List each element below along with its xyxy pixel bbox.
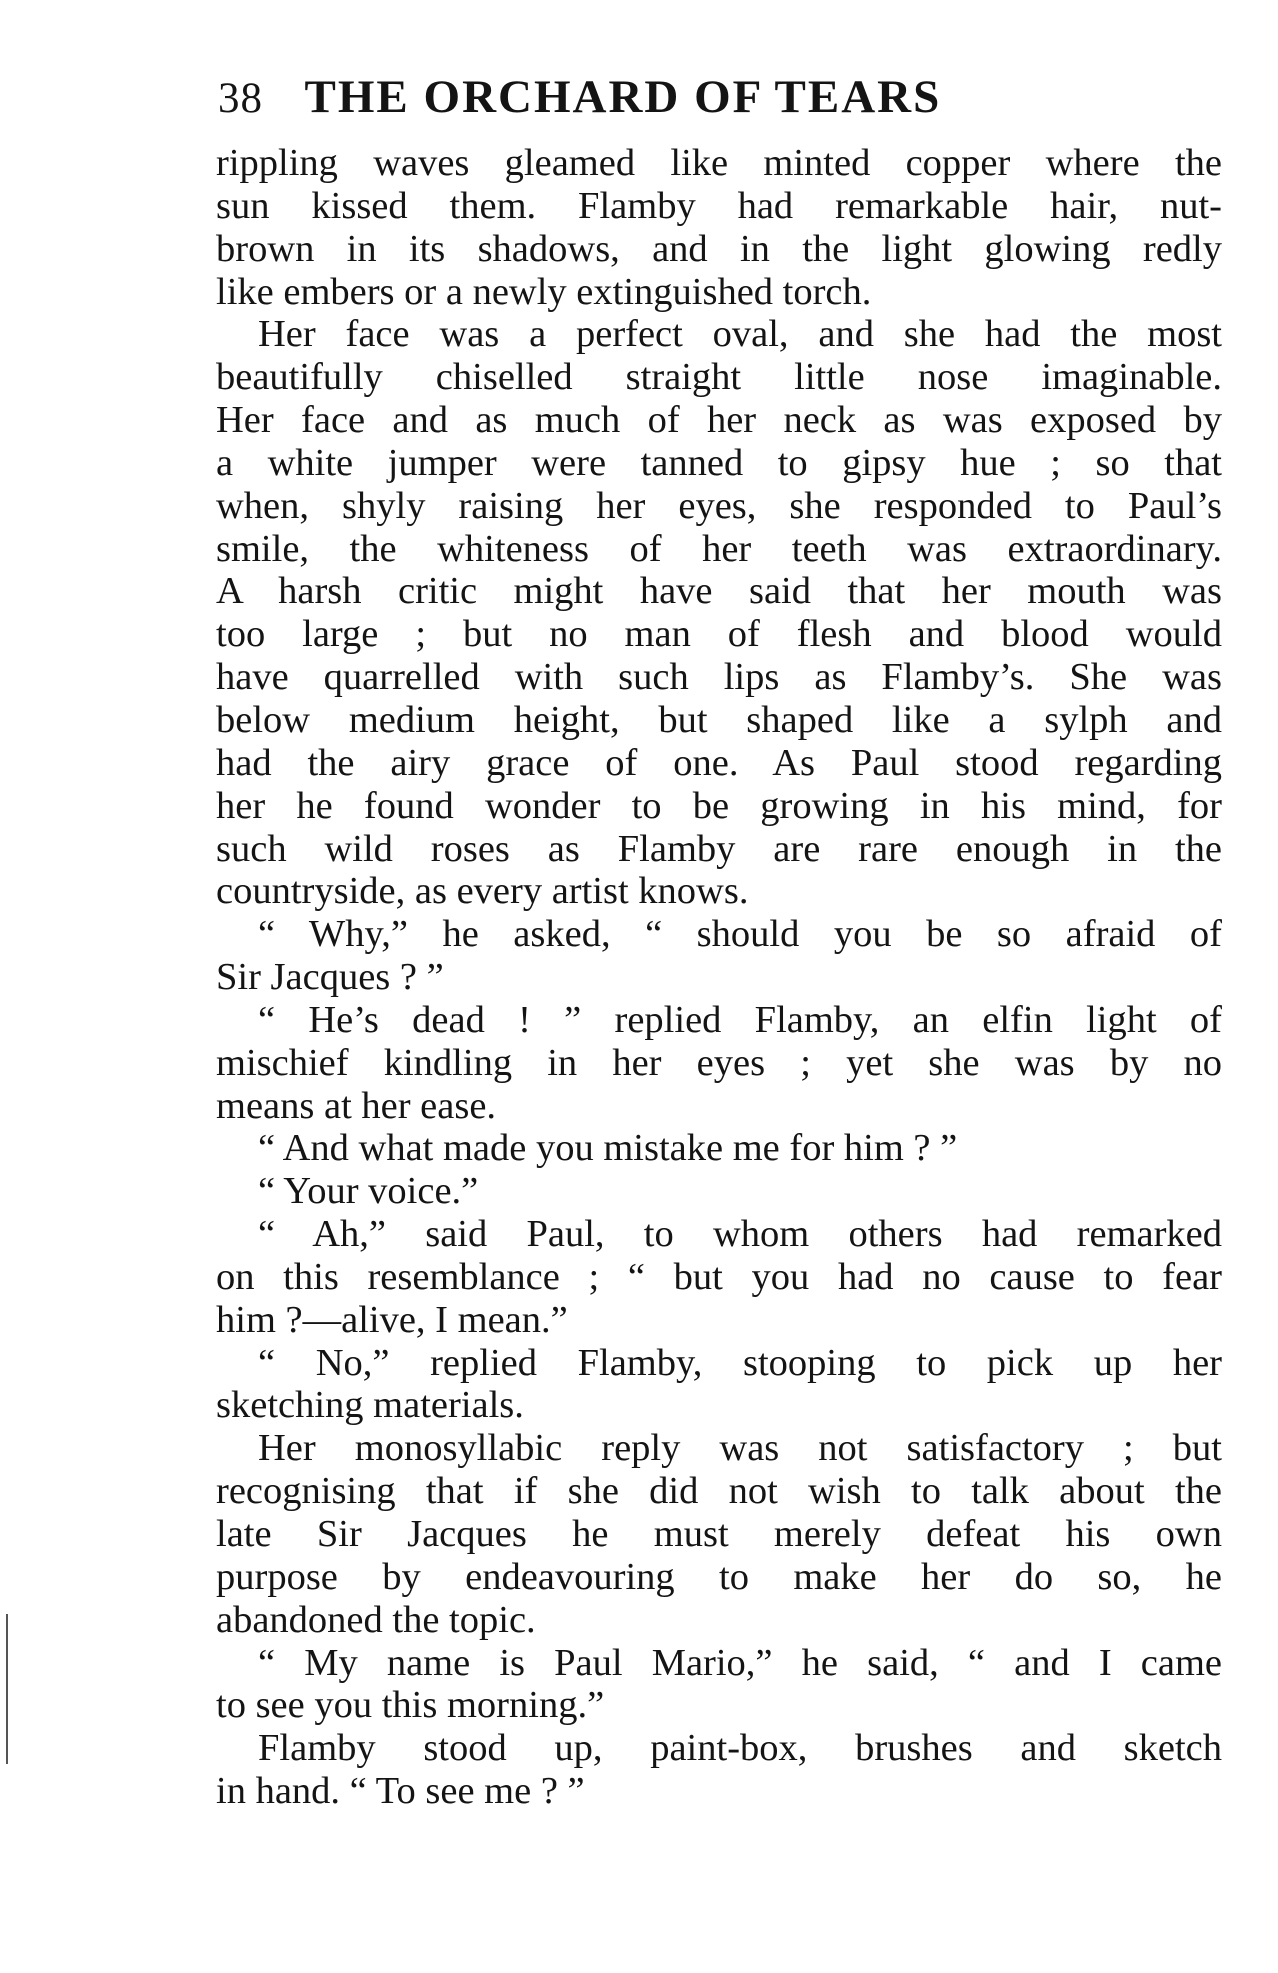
text-line: brown in its shadows, and in the light glowing redly [216,227,1222,270]
running-title: THE ORCHARD OF TEARS [304,71,942,123]
text-line: Flamby stood up, paint-box, brushes and sketch [258,1727,1222,1770]
text-line: “ Why,” he asked, “ should you be so afraid of [258,913,1222,956]
text-line: “ Your voice.” [258,1170,479,1213]
text-line: Her face was a perfect oval, and she had the most [258,313,1222,356]
text-line: have quarrelled with such lips as Flamby’s. She was [216,656,1222,699]
text-line: “ And what made you mistake me for him ? ” [258,1127,958,1170]
text-line: a white jumper were tanned to gipsy hue ; so that [216,441,1222,484]
text-line: mischief kindling in her eyes ; yet she was by no [216,1041,1222,1084]
body-text [216,142,1222,1813]
text-line: purpose by endeavouring to make her do so, he [216,1555,1222,1598]
text-line: “ No,” replied Flamby, stooping to pick up her [258,1341,1222,1384]
text-line: beautifully chiselled straight little nose imaginable. [216,356,1222,399]
text-line: to see you this morning.” [216,1684,605,1727]
text-line: in hand. “ To see me ? ” [216,1770,585,1813]
text-line: abandoned the topic. [216,1598,536,1641]
text-line: “ My name is Paul Mario,” he said, “ and I came [258,1641,1222,1684]
text-line: too large ; but no man of flesh and blood would [216,613,1222,656]
text-line: “ He’s dead ! ” replied Flamby, an elfin light of [258,998,1222,1041]
text-line: countryside, as every artist knows. [216,870,749,913]
text-line: sketching materials. [216,1384,524,1427]
text-line: recognising that if she did not wish to talk about the [216,1470,1222,1513]
text-line: Her monosyllabic reply was not satisfactory ; but [258,1427,1222,1470]
text-line: “ Ah,” said Paul, to whom others had remarked [258,1213,1222,1256]
scan-edge-mark [6,1614,8,1764]
text-line: had the airy grace of one. As Paul stood regarding [216,741,1222,784]
text-line: Sir Jacques ? ” [216,956,444,999]
text-line: such wild roses as Flamby are rare enough in the [216,827,1222,870]
page-number: 38 [218,75,263,122]
text-line: means at her ease. [216,1084,497,1127]
text-line: like embers or a newly extinguished torch. [216,270,872,313]
text-line: smile, the whiteness of her teeth was extraordinary. [216,527,1222,570]
text-line: when, shyly raising her eyes, she responded to Paul’s [216,484,1222,527]
text-line: her he found wonder to be growing in his mind, for [216,784,1222,827]
text-line: Her face and as much of her neck as was exposed by [216,399,1222,442]
text-line: on this resemblance ; “ but you had no cause to fear [216,1255,1222,1298]
text-line: late Sir Jacques he must merely defeat his own [216,1513,1222,1555]
text-line: A harsh critic might have said that her mouth was [216,570,1222,613]
text-line: below medium height, but shaped like a sylph and [216,698,1222,741]
page-header [218,62,1218,132]
text-line: rippling waves gleamed like minted copper where the [216,142,1222,184]
text-line: him ?—alive, I mean.” [216,1298,568,1341]
text-line: sun kissed them. Flamby had remarkable hair, nut- [216,184,1222,227]
